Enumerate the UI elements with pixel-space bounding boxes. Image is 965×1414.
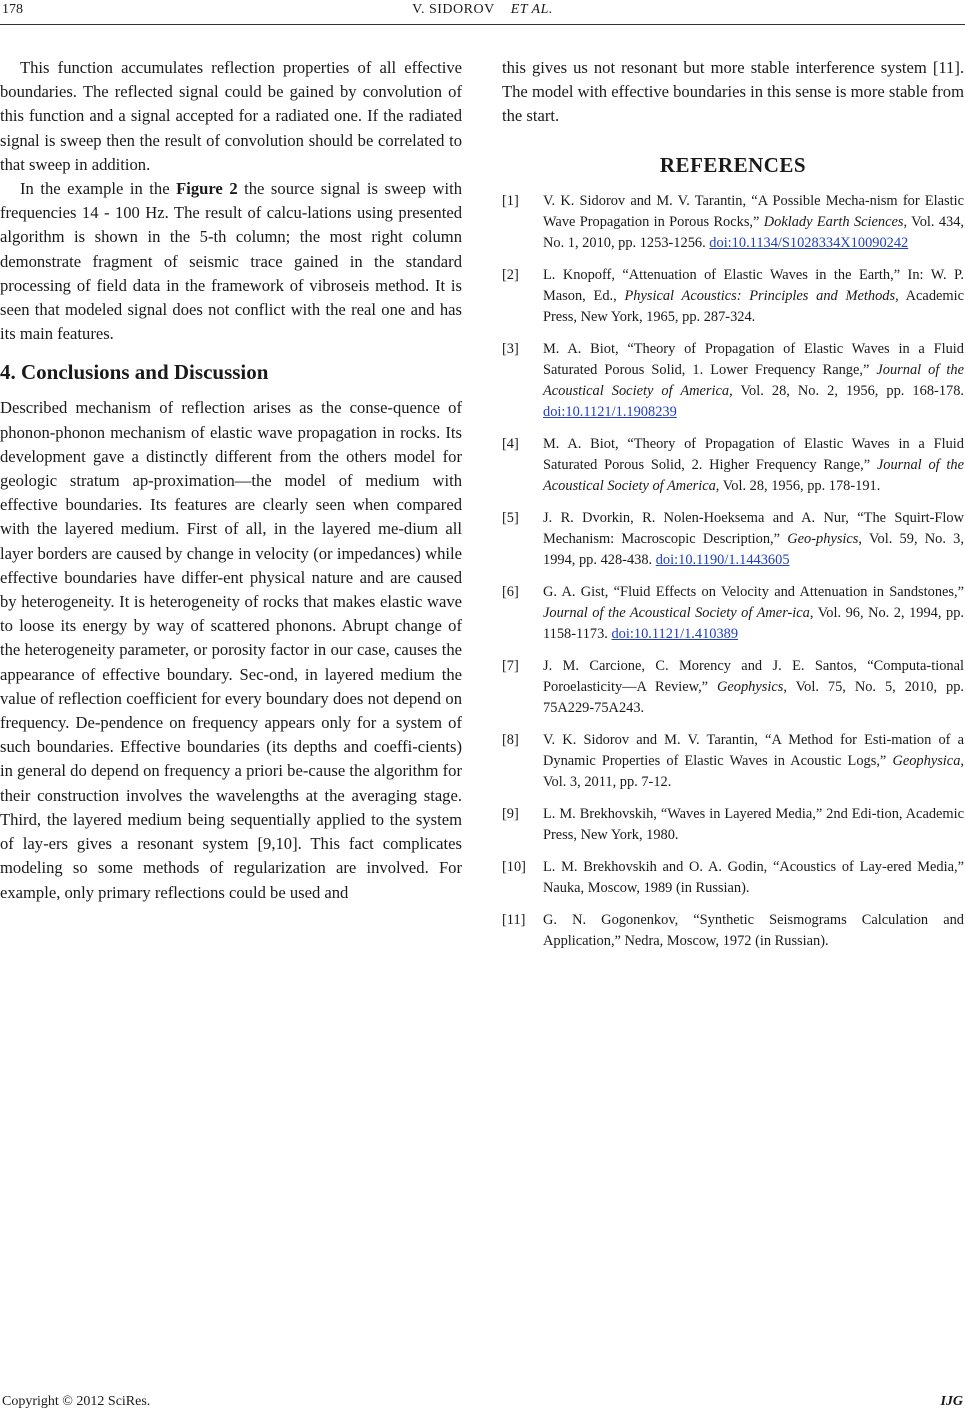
reference-text: J. R. Dvorkin, R. Nolen-Hoeksema and A. Nur, “The Squirt-Flow Mechanism: Macroscopic Description,” <box>543 509 964 547</box>
doi-link[interactable]: doi:10.1134/S1028334X10090242 <box>709 234 909 251</box>
reference-details: , Vol. 59, No. 3, 1994, pp. 428-438. <box>543 530 964 568</box>
running-head-author: V. SIDOROV <box>412 2 495 17</box>
page-header <box>0 0 965 22</box>
doi-link[interactable]: doi:10.1121/1.410389 <box>611 625 739 642</box>
reference-text: V. K. Sidorov and M. V. Tarantin, “A Method for Esti-mation of a Dynamic Properties of Elastic Waves in Acoustic Logs,” <box>543 731 964 769</box>
reference-item <box>502 804 964 846</box>
reference-journal: Geophysics <box>717 678 784 695</box>
reference-number: [1] <box>502 192 519 209</box>
paragraph: this gives us not resonant but more stable interference system [11]. The model with effective boundaries in this sense is more stable from the start. <box>502 58 964 126</box>
reference-text: M. A. Biot, “Theory of Propagation of Elastic Waves in a Fluid Saturated Porous Solid, 2. Higher Frequency Range,” <box>543 435 964 473</box>
journal-abbreviation: IJG <box>940 1394 963 1409</box>
reference-item <box>502 730 964 793</box>
reference-number: [5] <box>502 509 519 526</box>
reference-number: [3] <box>502 340 519 357</box>
reference-number: [2] <box>502 266 519 283</box>
figure-reference: Figure 2 <box>176 179 238 199</box>
reference-journal: Journal of the Acoustical Society of America <box>543 361 964 399</box>
reference-item <box>502 582 964 645</box>
reference-text: J. M. Carcione, C. Morency and J. E. Santos, “Computa-tional Poroelasticity—A Review,” <box>543 657 964 695</box>
page-number: 178 <box>2 2 23 17</box>
reference-details: , Vol. 75, No. 5, 2010, pp. 75A229-75A243. <box>543 678 964 716</box>
reference-number: [11] <box>502 911 526 928</box>
reference-item <box>502 656 964 719</box>
reference-journal: Physical Acoustics: Principles and Methods <box>624 287 896 304</box>
references-heading: REFERENCES <box>659 152 807 177</box>
reference-details: , Vol. 434, No. 1, 2010, pp. 1253-1256. <box>543 213 964 251</box>
reference-item <box>502 191 964 254</box>
reference-number: [8] <box>502 731 519 748</box>
reference-journal: Geo-physics <box>787 530 859 547</box>
reference-item <box>502 265 964 328</box>
reference-text: L. M. Brekhovskih, “Waves in Layered Media,” 2nd Edi-tion, Academic Press, New York, 1980. <box>543 805 964 843</box>
running-head <box>0 2 965 18</box>
reference-item <box>502 508 964 571</box>
paragraph: This function accumulates reflection properties of all effective boundaries. The reflected signal could be gained by convolution of this function and a signal accepted for a radiated one. If the radiated signal is sweep then the result of convolution should be correlated to that sweep in addition. <box>0 58 462 174</box>
reference-text: L. M. Brekhovskih and O. A. Godin, “Acoustics of Lay-ered Media,” Nauka, Moscow, 1989 (in Russian). <box>543 858 964 896</box>
reference-item <box>502 857 964 899</box>
reference-number: [7] <box>502 657 519 674</box>
running-head-etal: ET AL. <box>510 2 553 17</box>
left-column <box>0 56 462 905</box>
section-heading: 4. Conclusions and Discussion <box>0 360 269 385</box>
reference-details: , Vol. 3, 2011, pp. 7-12. <box>543 752 964 790</box>
reference-details: , Vol. 28, No. 2, 1956, pp. 168-178. <box>729 382 964 399</box>
reference-text: G. N. Gogonenkov, “Synthetic Seismograms Calculation and Application,” Nedra, Moscow, 1972 (in Russian). <box>543 911 964 949</box>
reference-details: , Academic Press, New York, 1965, pp. 287-324. <box>543 287 964 325</box>
reference-number: [6] <box>502 583 519 600</box>
reference-number: [4] <box>502 435 519 452</box>
reference-journal: Geophysica <box>892 752 961 769</box>
reference-journal: Doklady Earth Sciences <box>763 213 904 230</box>
reference-text: L. Knopoff, “Attenuation of Elastic Waves in the Earth,” In: W. P. Mason, Ed., <box>543 266 964 304</box>
reference-text: G. A. Gist, “Fluid Effects on Velocity and Attenuation in Sandstones,” <box>543 583 964 600</box>
reference-text: V. K. Sidorov and M. V. Tarantin, “A Possible Mecha-nism for Elastic Wave Propagation in Porous Rocks,” <box>543 192 964 230</box>
paragraph: Described mechanism of reflection arises as the conse-quence of phonon-phonon mechanism of elastic wave propagation in rocks. Its development gave a distinctly different from the others model for geologic stratum ap-proximation—the model of medium with effective boundaries. Its features are clearly seen when compared with the layered medium. First of all, in the layered me-dium all layer borders are caused by change in velocity (or impedances) while effective boundaries have differ-ent physical nature and are caused by heterogeneity. It is heterogeneity of rocks that makes elastic wave to loose its energy by way of scattered phonons. Abrupt change of the heterogeneity parameter, or porosity factor in our case, causes the appearance of effective boundary. Sec-ond, in layered medium the value of reflection coefficient for every boundary does not depend on frequency. De-pendence on frequency appears only for a system of such boundaries. Effective boundaries (its depths and coeffi-cients) in general do depend on frequency a priori be-cause the algorithm for their construction involves the wavelengths at the averaging stage. Third, the layered medium being sequentially applied to the system of lay-ers gives a resonant system [9,10]. This fact complicates modeling so some methods of regularization are involved. For example, only primary reflections could be used and <box>0 398 462 902</box>
reference-list <box>502 191 964 952</box>
doi-link[interactable]: doi:10.1190/1.1443605 <box>655 551 790 568</box>
reference-number: [10] <box>502 858 526 875</box>
reference-text: M. A. Biot, “Theory of Propagation of Elastic Waves in a Fluid Saturated Porous Solid, 1. Lower Frequency Range,” <box>543 340 964 378</box>
header-divider <box>0 24 965 25</box>
reference-details: , Vol. 96, No. 2, 1994, pp. 1158-1173. <box>543 604 964 642</box>
reference-item <box>502 910 964 952</box>
right-column <box>502 56 964 963</box>
paragraph-text: In the example in the <box>20 179 177 199</box>
reference-item <box>502 339 964 423</box>
paragraph <box>0 177 462 346</box>
copyright-notice: Copyright © 2012 SciRes. <box>2 1394 151 1409</box>
paragraph-text: the source signal is sweep with frequencies 14 - 100 Hz. The result of calcu-lations using presented algorithm is shown in the 5-th column; the most right column demonstrate fragment of seismic trace gained in the standard processing of field data in the framework of vibroseis method. It is seen that modeled signal does not conflict with the real one and has its main features. <box>0 179 462 344</box>
reference-journal: Journal of the Acoustical Society of America <box>543 456 964 494</box>
reference-details: , Vol. 28, 1956, pp. 178-191. <box>715 477 881 494</box>
reference-journal: Journal of the Acoustical Society of Amer-ica <box>543 604 810 621</box>
reference-number: [9] <box>502 805 519 822</box>
reference-item <box>502 434 964 497</box>
doi-link[interactable]: doi:10.1121/1.1908239 <box>543 403 677 420</box>
